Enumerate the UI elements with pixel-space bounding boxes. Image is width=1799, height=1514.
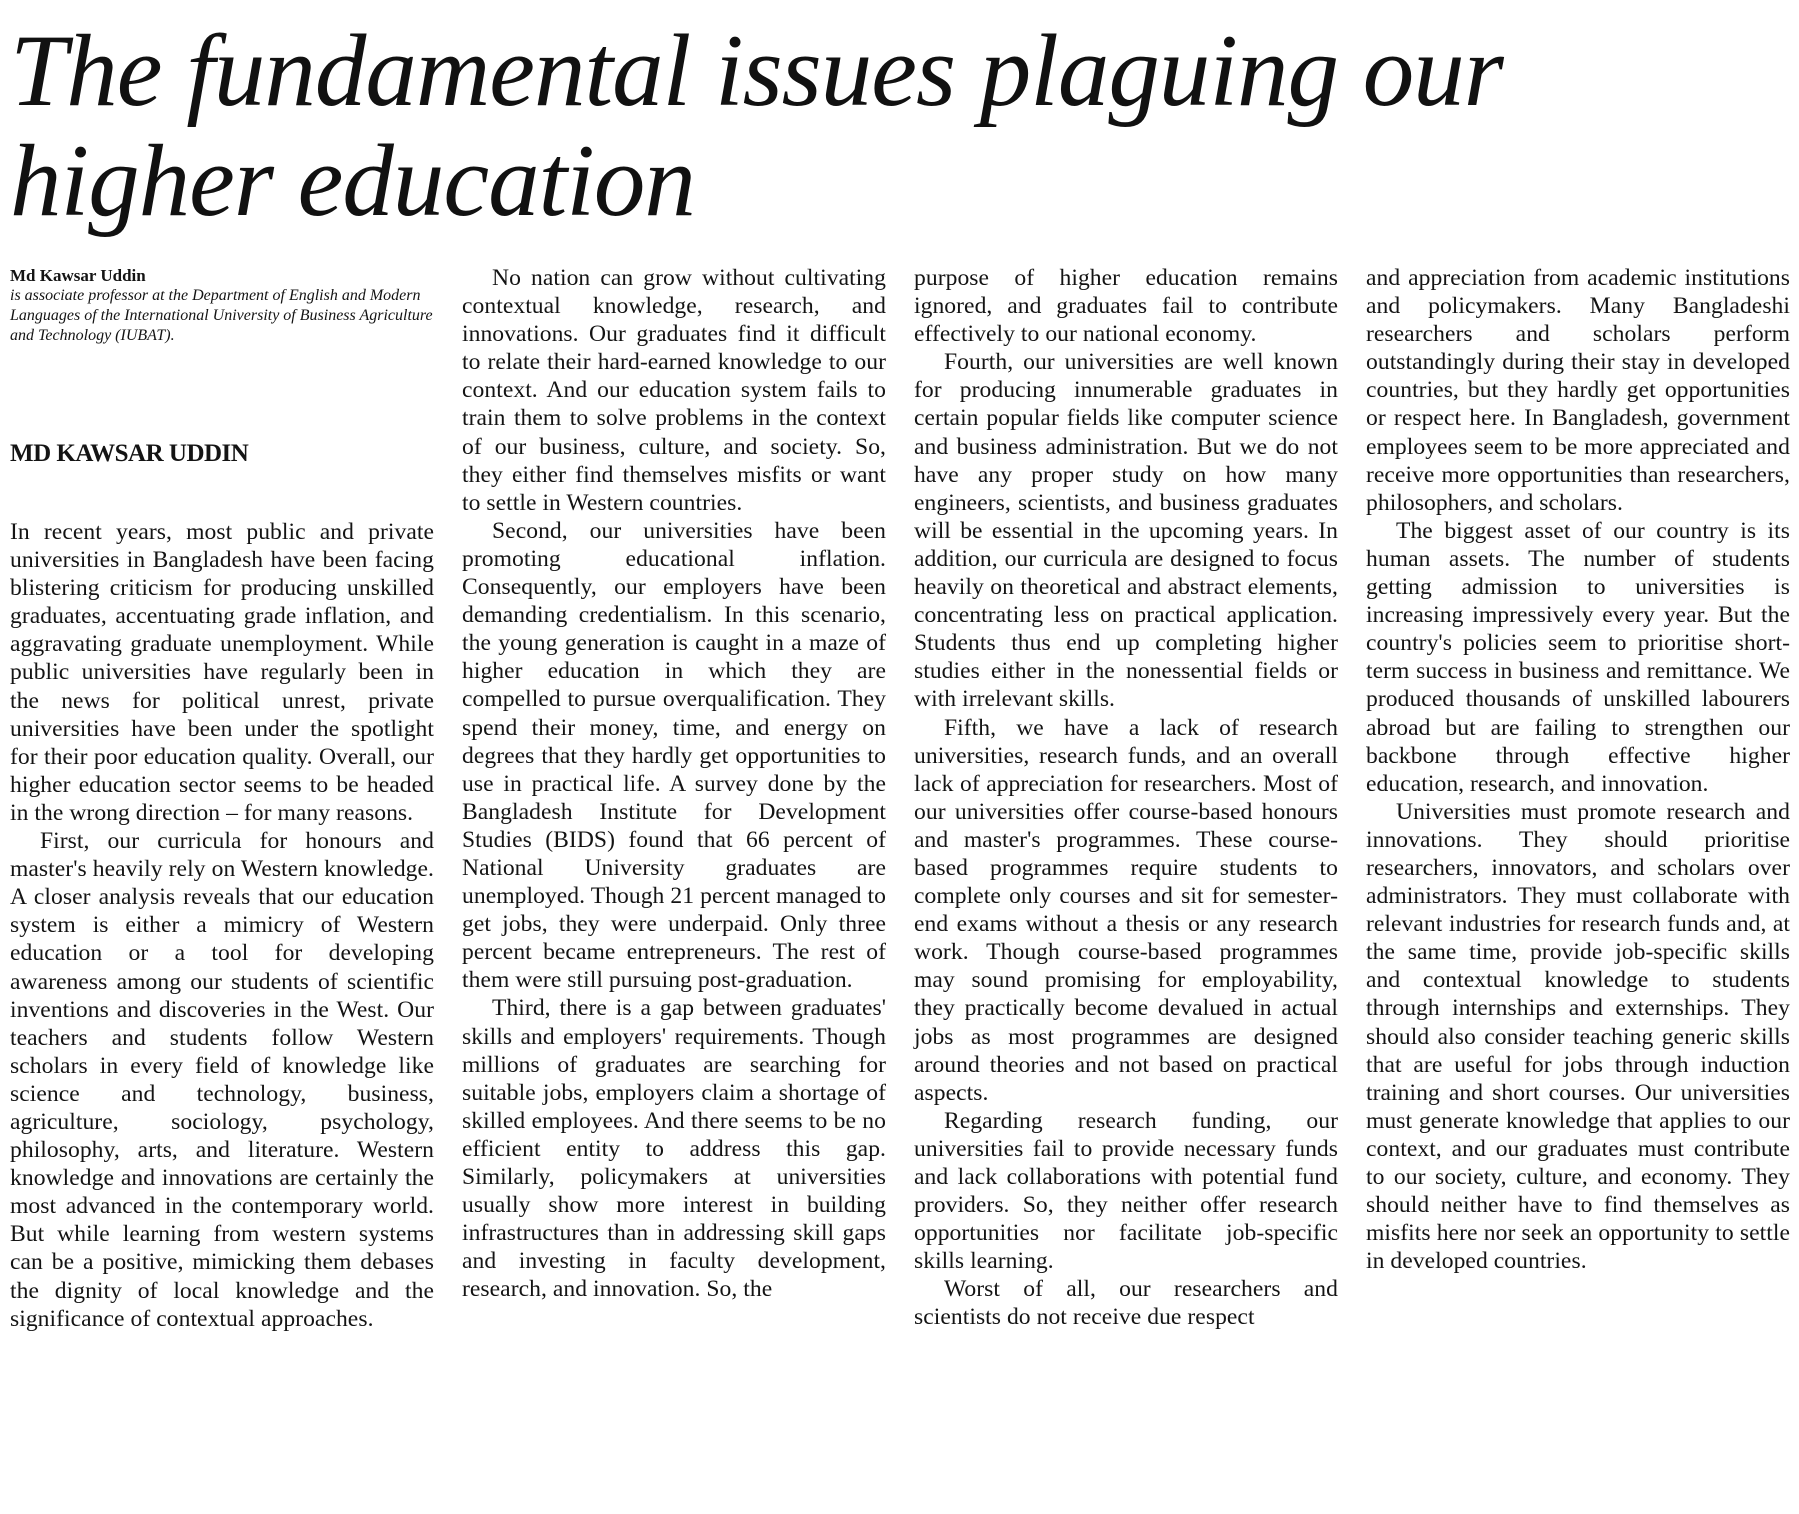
paragraph: Second, our universities have been promoting educational inflation. Consequently, our employers have been demanding credentialism. In this scenario, the young generation is caught in a maze of higher education in which they are compelled to pursue overqualification. They spend their money, time, and energy on degrees that they hardly get opportunities to use in practical life. A survey done by the Bangladesh Institute for Development Studies (BIDS) found that 66 percent of National University graduates are unemployed. Though 21 percent managed to get jobs, they were underpaid. Only three percent became entrepreneurs. The rest of them were still pursuing post-graduation. [462, 517, 886, 994]
author-name: Md Kawsar Uddin [10, 266, 146, 285]
paragraph: Fourth, our universities are well known for producing innumerable graduates in certain popular fields like computer science and business administration. But we do not have any proper study on how many engineers, scientists, and business graduates will be essential in the upcoming years. In addition, our curricula are designed to focus heavily on theoretical and abstract elements, concentrating less on practical application. Students thus end up completing higher studies either in the nonessential fields or with irrelevant skills. [914, 349, 1338, 713]
author-info-box [10, 266, 440, 346]
paragraph: purpose of higher education remains ignored, and graduates fail to contribute effectively to our national economy. [914, 265, 1338, 348]
paragraph: In recent years, most public and private universities in Bangladesh have been facing blistering criticism for producing unskilled graduates, accentuating grade inflation, and aggravating graduate unemployment. While public universities have regularly been in the news for political unrest, private universities have been under the spotlight for their poor education quality. Overall, our higher education sector seems to be headed in the wrong direction – for many reasons. [10, 519, 434, 826]
author-bio: is associate professor at the Department of English and Modern Languages of the International University of Business Agriculture and Technology (IUBAT). [10, 287, 433, 344]
article-column-2 [462, 264, 886, 1303]
byline: MD KAWSAR UDDIN [10, 440, 249, 467]
paragraph: First, our curricula for honours and master's heavily rely on Western knowledge. A closer analysis reveals that our education system is either a mimicry of Western education or a tool for developing awareness among our students of scientific inventions and discoveries in the West. Our teachers and students follow Western scholars in every field of knowledge like science and technology, business, agriculture, sociology, psychology, philosophy, arts, and literature. Western knowledge and innovations are certainly the most advanced in the contemporary world. But while learning from western systems can be a positive, mimicking them debases the dignity of local knowledge and the significance of contextual approaches. [10, 828, 434, 1332]
paragraph: Universities must promote research and innovations. They should prioritise researchers, innovators, and scholars over administrators. They must collaborate with relevant industries for research funds and, at the same time, provide job-specific skills and contextual knowledge to students through internships and externships. They should also consider teaching generic skills that are useful for jobs through induction training and short courses. Our universities must generate knowledge that applies to our context, and our graduates must contribute to our society, culture, and economy. They should neither have to find themselves as misfits here nor seek an opportunity to settle in developed countries. [1366, 798, 1790, 1275]
paragraph: Third, there is a gap between graduates' skills and employers' requirements. Though millions of graduates are searching for suitable jobs, employers claim a shortage of skilled employees. And there seems to be no efficient entity to address this gap. Similarly, policymakers at universities usually show more interest in building infrastructures than in addressing skill gaps and investing in faculty development, research, and innovation. So, the [462, 995, 886, 1303]
paragraph: Worst of all, our researchers and scientists do not receive due respect [914, 1276, 1338, 1331]
paragraph: Regarding research funding, our universities fail to provide necessary funds and lack collaborations with potential fund providers. So, they neither offer research opportunities nor facilitate job-specific skills learning. [914, 1107, 1338, 1275]
paragraph: Fifth, we have a lack of research universities, research funds, and an overall lack of appreciation for researchers. Most of our universities offer course-based honours and master's programmes. These course-based programmes require students to complete only courses and sit for semester-end exams without a thesis or any research work. Though course-based programmes may sound promising for employability, they practically become devalued in actual jobs as most programmes are designed around theories and not based on practical aspects. [914, 714, 1338, 1106]
paragraph: The biggest asset of our country is its human assets. The number of students getting admission to universities is increasing impressively every year. But the country's policies seem to prioritise short-term success in business and remittance. We produced thousands of unskilled labourers abroad but are failing to strengthen our backbone through effective higher education, research, and innovation. [1366, 517, 1790, 797]
paragraph: and appreciation from academic institutions and policymakers. Many Bangladeshi researchers and scholars perform outstandingly during their stay in developed countries, but they hardly get opportunities or respect here. In Bangladesh, government employees seem to be more appreciated and receive more opportunities than researchers, philosophers, and scholars. [1366, 265, 1790, 516]
article-column-4 [1366, 264, 1790, 1275]
article-column-3 [914, 264, 1338, 1332]
paragraph: No nation can grow without cultivating contextual knowledge, research, and innovations. Our graduates find it difficult to relate their hard-earned knowledge to our context. And our education system fails to train them to solve problems in the context of our business, culture, and society. So, they either find themselves misfits or want to settle in Western countries. [462, 265, 886, 516]
article-headline: The fundamental issues plaguing our higher education [10, 14, 1503, 238]
article-column-1 [10, 518, 434, 1333]
